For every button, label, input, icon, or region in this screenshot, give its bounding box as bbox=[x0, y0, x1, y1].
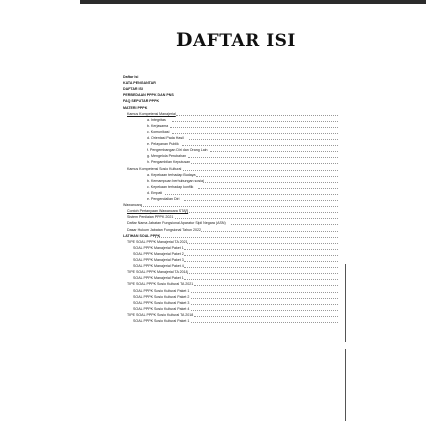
toc-entry: Daftar Nama Jabatan Fungsional Aparatur Sipil Negara (ASN) bbox=[127, 221, 226, 226]
title-initial: D bbox=[176, 29, 193, 51]
toc-dot-leader bbox=[155, 237, 338, 238]
toc-entry: LATIHAN SOAL PPPK bbox=[123, 233, 161, 238]
toc-entry: d. Orientasi Pada Hasil bbox=[147, 136, 184, 140]
toc-entry: FAQ SEPUTAR PPPK bbox=[123, 99, 160, 104]
toc-dot-leader bbox=[165, 194, 338, 195]
toc-entry: f. Pengembangan Diri dan Orang Lain bbox=[147, 148, 208, 153]
toc-entry: e. Pengendalian Diri bbox=[147, 197, 180, 201]
toc-dot-leader bbox=[176, 115, 338, 116]
toc-dot-leader bbox=[187, 273, 338, 274]
toc-dot-leader bbox=[231, 224, 339, 225]
toc-dot-leader bbox=[194, 316, 338, 317]
toc-entry: b. Kerjasama bbox=[147, 123, 169, 128]
toc-entry: SOAL PPPK Sosio Kultural Paket 1 bbox=[133, 319, 190, 323]
toc-entry: Wawancara bbox=[123, 203, 142, 208]
toc-dot-leader bbox=[189, 139, 338, 140]
toc-entry: Contoh Pertanyaan Wawancara STAR bbox=[127, 209, 189, 214]
toc-dot-leader bbox=[184, 261, 338, 262]
toc-dot-leader bbox=[172, 121, 338, 122]
toc-entry: SOAL PPPK Manajerial Paket 4 bbox=[133, 264, 184, 269]
toc-dot-leader bbox=[170, 127, 338, 128]
toc-entry: MATERI PPPK bbox=[123, 105, 148, 110]
toc-entry: Dasar Hukum Jabatan Fungsional Tahun 2022 bbox=[127, 227, 202, 232]
toc-entry: c. Komunikasi bbox=[147, 129, 170, 134]
toc-entry: SOAL PPPK Manajerial Paket 1 bbox=[133, 276, 184, 281]
toc-dot-leader bbox=[191, 292, 338, 293]
toc-entry: Sistem Penilaian PPPK 2021 bbox=[127, 215, 174, 220]
page-number-column bbox=[345, 349, 346, 421]
toc-dot-leader bbox=[191, 310, 338, 311]
toc-entry: SOAL PPPK Sosio Kultural Paket 4 bbox=[133, 306, 190, 311]
toc-entry: c. Kepekaan terhadap konflik bbox=[147, 184, 194, 189]
toc-dot-leader bbox=[187, 243, 338, 244]
toc-entry: Daftar Isi bbox=[123, 75, 139, 79]
toc-entry: SOAL PPPK Manajerial Paket 2 bbox=[133, 251, 184, 256]
toc-dot-leader bbox=[210, 151, 338, 152]
toc-dot-leader bbox=[198, 188, 338, 189]
toc-entry: SOAL PPPK Sosio Kultural Paket 2 bbox=[133, 294, 190, 299]
toc-entry: PERBEDAAN PPPK DAN PNS bbox=[123, 93, 174, 98]
toc-dot-leader bbox=[196, 176, 338, 177]
toc-entry: a. Kepekaan terhadap Budaya bbox=[147, 172, 196, 177]
toc-dot-leader bbox=[184, 249, 338, 250]
toc-entry: DAFTAR ISI bbox=[123, 87, 143, 92]
toc-entry: TIPE SOAL PPPK Manajerial TA 2018 bbox=[127, 270, 188, 275]
toc-entry: Kamus Kompetensi Manajerial bbox=[127, 111, 176, 116]
toc-dot-leader bbox=[175, 218, 339, 219]
toc-entry: e. Pelayanan Publik bbox=[147, 142, 179, 147]
toc-entry: h. Pengambilan Keputusan bbox=[147, 160, 191, 165]
toc-entry: SOAL PPPK Sosio Kultural Paket 3 bbox=[133, 300, 190, 305]
toc-dot-leader bbox=[183, 170, 338, 171]
toc-entry: d. Empati bbox=[147, 190, 163, 195]
toc-dot-leader bbox=[194, 285, 338, 286]
toc-dot-leader bbox=[184, 200, 338, 201]
toc-entry: Kamus Kompetensi Sosio Kultural bbox=[127, 166, 182, 171]
toc-entry: SOAL PPPK Manajerial Paket 1 bbox=[133, 245, 184, 250]
toc-entry: b. Kemampuan berhubungan sosial bbox=[147, 178, 204, 183]
toc-dot-leader bbox=[184, 267, 338, 268]
toc-dot-leader bbox=[188, 157, 339, 158]
toc-dot-leader bbox=[182, 145, 338, 146]
toc-dot-leader bbox=[141, 206, 338, 207]
toc-entry: SOAL PPPK Manajerial Paket 3 bbox=[133, 258, 184, 262]
toc-dot-leader bbox=[191, 304, 338, 305]
toc-entry: TIPE SOAL PPPK Manajerial TA 2021 bbox=[127, 239, 188, 244]
toc-entry: TIPE SOAL PPPK Sosio Kultural TA 2018 bbox=[127, 312, 194, 317]
toc-entry: a. Integritas bbox=[147, 117, 166, 122]
toc-entry: SOAL PPPK Sosio Kultural Paket 1 bbox=[133, 288, 190, 293]
title-rest: AFTAR ISI bbox=[192, 31, 296, 51]
toc-entry: KATA PENGANTAR bbox=[123, 81, 156, 86]
toc-dot-leader bbox=[203, 182, 338, 183]
toc-dot-leader bbox=[185, 212, 338, 213]
toc-dot-leader bbox=[191, 298, 338, 299]
toc-dot-leader bbox=[172, 133, 338, 134]
toc-entry: g. Mengelola Perubahan bbox=[147, 154, 187, 159]
toc-dot-leader bbox=[184, 279, 338, 280]
toc-dot-leader bbox=[191, 163, 338, 164]
toc-dot-leader bbox=[191, 322, 338, 323]
toc-entry: TIPE SOAL PPPK Sosio Kultural TA 2021 bbox=[127, 282, 194, 287]
page-number-column bbox=[345, 264, 346, 342]
toc-dot-leader bbox=[201, 231, 338, 232]
toc-dot-leader bbox=[184, 255, 338, 256]
